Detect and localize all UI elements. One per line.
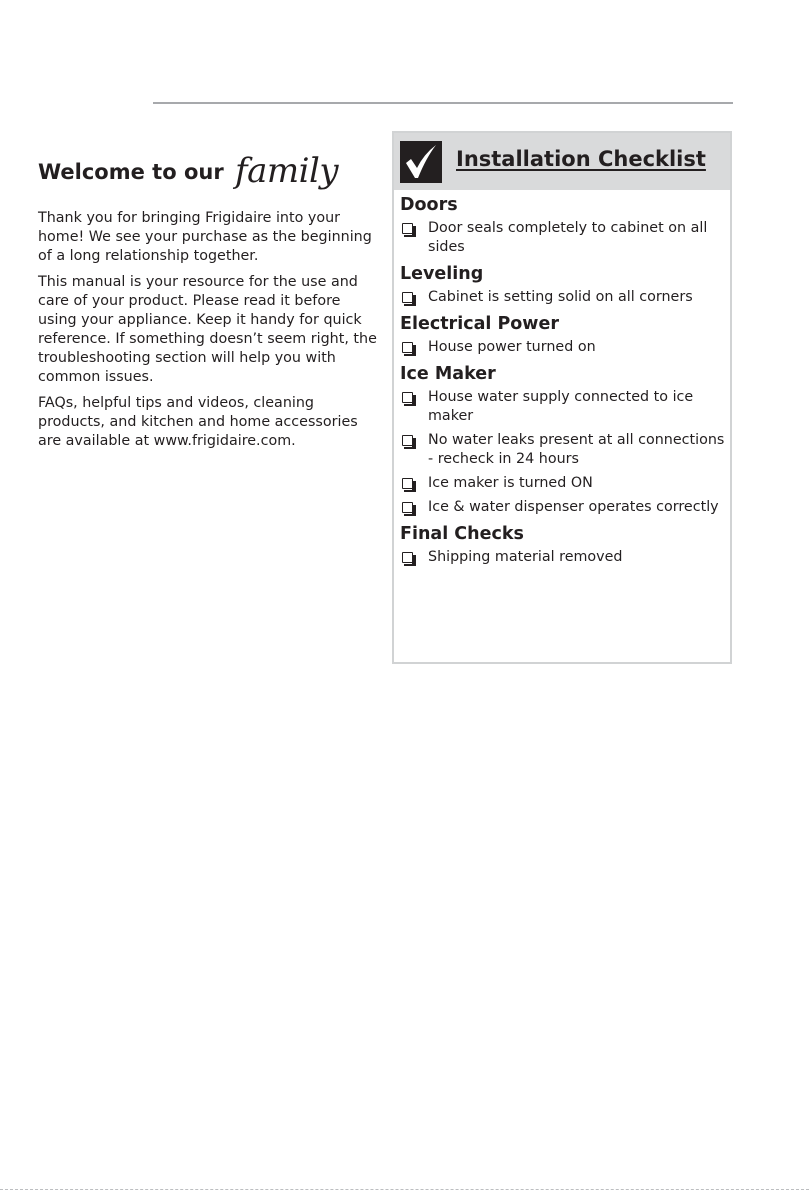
checkbox-icon[interactable]	[402, 502, 413, 513]
checklist-item[interactable]	[400, 548, 728, 567]
welcome-heading-prefix: Welcome to our	[38, 160, 224, 184]
checklist-item-label: Door seals completely to cabinet on all sides	[428, 220, 708, 255]
checklist-item[interactable]	[400, 498, 728, 517]
checklist-item[interactable]	[400, 219, 728, 257]
checkbox-icon[interactable]	[402, 478, 413, 489]
bottom-edge	[0, 1189, 809, 1190]
section-doors	[400, 193, 728, 257]
checkmark-icon	[400, 141, 442, 183]
section-final-checks	[400, 522, 728, 567]
checkbox-icon[interactable]	[402, 392, 413, 403]
section-heading: Ice Maker	[400, 364, 496, 384]
checklist-item-label: House power turned on	[428, 339, 596, 355]
checklist-item[interactable]	[400, 474, 728, 493]
section-ice-maker	[400, 362, 728, 517]
welcome-heading-script: family	[235, 151, 339, 191]
checklist-item-label: No water leaks present at all connections - recheck in 24 hours	[428, 432, 725, 467]
welcome-heading	[38, 148, 339, 191]
checklist-item-label: Shipping material removed	[428, 549, 623, 565]
checklist-title: Installation Checklist	[456, 147, 706, 171]
checkbox-icon[interactable]	[402, 342, 413, 353]
section-heading: Leveling	[400, 264, 484, 284]
checkbox-icon[interactable]	[402, 552, 413, 563]
installation-checklist	[392, 131, 732, 664]
checklist-header	[394, 133, 730, 190]
section-leveling	[400, 262, 728, 307]
checklist-item[interactable]	[400, 338, 728, 357]
checklist-item-label: Cabinet is setting solid on all corners	[428, 289, 693, 305]
intro-paragraph: Thank you for bringing Frigidaire into your home! We see your purchase as the beginning of a long relationship together.	[38, 210, 372, 264]
section-heading: Electrical Power	[400, 314, 559, 334]
checkbox-icon[interactable]	[402, 435, 413, 446]
section-heading: Final Checks	[400, 524, 524, 544]
intro-paragraph: FAQs, helpful tips and videos, cleaning products, and kitchen and home accessories are available at www.frigidaire.com.	[38, 395, 358, 449]
checkbox-icon[interactable]	[402, 292, 413, 303]
checklist-item[interactable]	[400, 388, 728, 426]
section-heading: Doors	[400, 195, 458, 215]
checkbox-icon[interactable]	[402, 223, 413, 234]
checklist-item-label: Ice maker is turned ON	[428, 475, 593, 491]
section-electrical-power	[400, 312, 728, 357]
checklist-item[interactable]	[400, 431, 728, 469]
checklist-item-label: House water supply connected to ice maker	[428, 389, 694, 424]
checklist-item-label: Ice & water dispenser operates correctly	[428, 499, 719, 515]
top-divider	[153, 102, 733, 104]
checklist-item[interactable]	[400, 288, 728, 307]
intro-text	[38, 209, 383, 458]
checklist-sections	[400, 193, 728, 572]
intro-paragraph: This manual is your resource for the use and care of your product. Please read it before using your appliance. Keep it handy for quick reference. If something doesn’t seem right, the troubleshooting section will help you with common issues.	[38, 274, 377, 385]
